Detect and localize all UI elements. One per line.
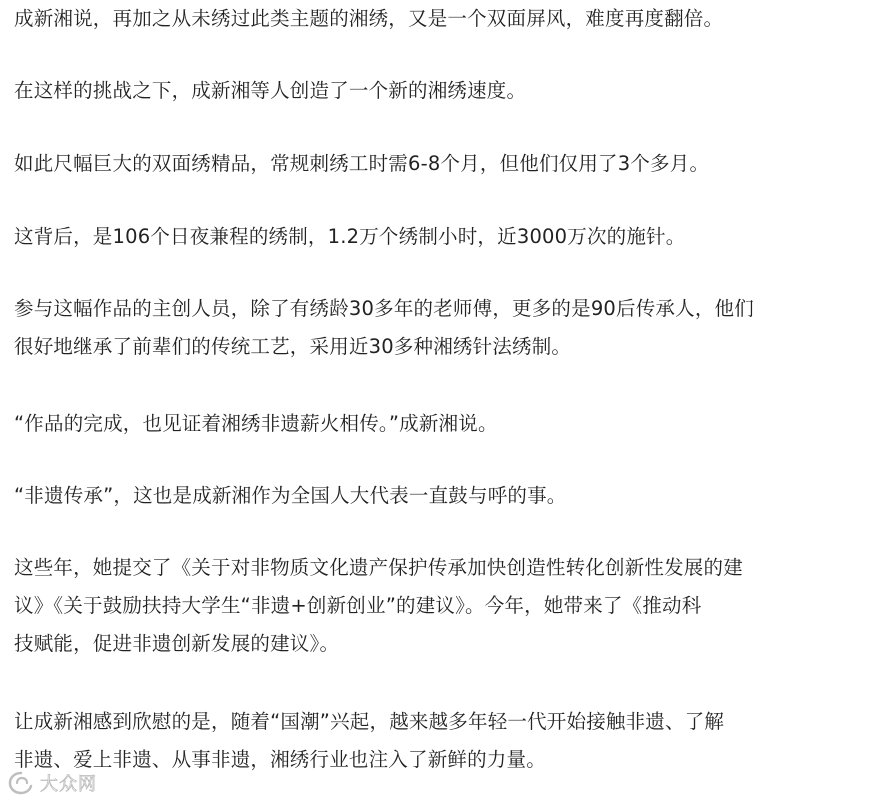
logo-icon: [8, 771, 34, 795]
paragraph: 参与这幅作品的主创人员，除了有绣龄30多年的老师傅，更多的是90后传承人，他们 很好地继承了前辈们的传统工艺，采用近30多种湘绣针法绣制。: [14, 297, 754, 358]
paragraph: 这背后，是106个日夜兼程的绣制，1.2万个绣制小时，近3000万次的施针。: [14, 225, 686, 248]
watermark: [8, 770, 97, 796]
paragraph: 这些年，她提交了《关于对非物质文化遗产保护传承加快创造性转化创新性发展的建 议》《关于鼓励扶持大学生“非遗+创新创业”的建议》。今年，她带来了《推动科 技赋能，促进非遗创新发展的建议》。: [14, 556, 743, 655]
paragraph: 让成新湘感到欣慰的是，随着“国潮”兴起，越来越多年轻一代开始接触非遗、了解 非遗、爱上非遗、从事非遗，湘绣行业也注入了新鲜的力量。: [14, 710, 725, 771]
paragraph: “非遗传承”，这也是成新湘作为全国人大代表一直鼓与呼的事。: [14, 484, 567, 507]
watermark-text: 大众网: [40, 774, 97, 795]
paragraph: 如此尺幅巨大的双面绣精品，常规刺绣工时需6-8个月，但他们仅用了3个多月。: [14, 152, 710, 175]
paragraph: “作品的完成，也见证着湘绣非遗薪火相传。”成新湘说。: [14, 412, 498, 435]
paragraph: 在这样的挑战之下，成新湘等人创造了一个新的湘绣速度。: [14, 79, 527, 102]
paragraph: 成新湘说，再加之从未绣过此类主题的湘绣，又是一个双面屏风，难度再度翻倍。: [14, 7, 724, 30]
